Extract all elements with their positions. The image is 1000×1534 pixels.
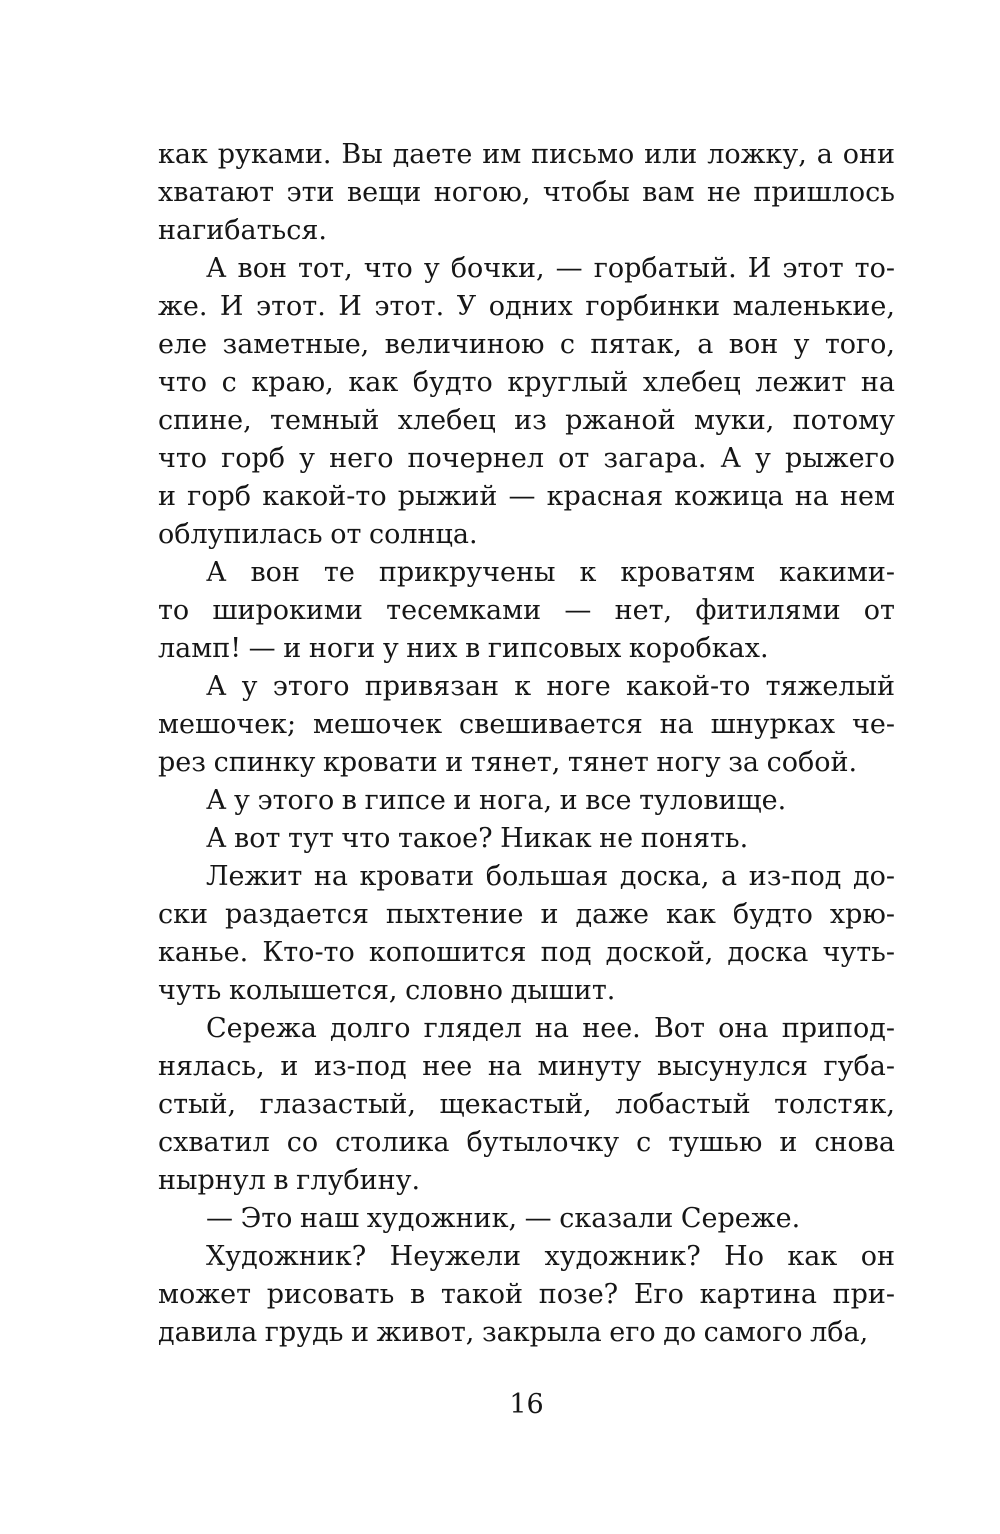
text-line: А вон тот, что у бочки, — горбатый. И этот то-	[206, 253, 895, 284]
text-line: А у этого в гипсе и нога, и все туловище.	[206, 785, 787, 816]
text-line: может рисовать в такой позе? Его картина при-	[158, 1279, 895, 1310]
text-line: то широкими тесемками — нет, фитилями от	[158, 595, 895, 626]
paragraph	[158, 1238, 895, 1352]
text-line: А вон те прикручены к кроватям какими-	[206, 557, 895, 588]
paragraph	[158, 1010, 895, 1200]
text-line: ламп! — и ноги у них в гипсовых коробках.	[158, 633, 769, 664]
text-line: Сережа долго глядел на нее. Вот она припод-	[206, 1013, 895, 1044]
text-line: А вот тут что такое? Никак не понять.	[206, 823, 749, 854]
text-line: — Это наш художник, — сказали Сереже.	[206, 1203, 801, 1234]
text-line: нялась, и из-под нее на минуту высунулся губа-	[158, 1051, 895, 1082]
text-line: что с краю, как будто круглый хлебец лежит на	[158, 367, 895, 398]
text-line: что горб у него почернел от загара. А у рыжего	[158, 443, 895, 474]
paragraph	[158, 250, 895, 554]
text-line: как руками. Вы даете им письмо или ложку, а они	[158, 139, 895, 170]
paragraph	[158, 668, 895, 782]
paragraph	[158, 554, 895, 668]
text-line: нырнул в глубину.	[158, 1165, 421, 1196]
text-line: стый, глазастый, щекастый, лобастый толстяк,	[158, 1089, 895, 1120]
text-line: ски раздается пыхтение и даже как будто хрю-	[158, 899, 895, 930]
text-line: канье. Кто-то копошится под доской, доска чуть-	[158, 937, 895, 968]
text-line: чуть колышется, словно дышит.	[158, 975, 616, 1006]
paragraph	[158, 136, 895, 250]
paragraph	[158, 1200, 895, 1238]
text-line: облупилась от солнца.	[158, 519, 478, 550]
paragraph	[158, 858, 895, 1010]
text-line: А у этого привязан к ноге какой-то тяжелый	[206, 671, 895, 702]
text-line: еле заметные, величиною с пятак, а вон у того,	[158, 329, 895, 360]
text-line: Художник? Неужели художник? Но как он	[206, 1241, 895, 1272]
text-line: давила грудь и живот, закрыла его до самого лба,	[158, 1317, 869, 1348]
text-line: же. И этот. И этот. У одних горбинки маленькие,	[158, 291, 895, 322]
paragraph	[158, 782, 895, 820]
paragraph	[158, 820, 895, 858]
text-line: Лежит на кровати большая доска, а из-под до-	[206, 861, 895, 892]
page-number: 16	[509, 1389, 544, 1420]
text-line: нагибаться.	[158, 215, 327, 246]
page-text	[158, 136, 895, 1352]
text-line: рез спинку кровати и тянет, тянет ногу за собой.	[158, 747, 858, 778]
text-line: схватил со столика бутылочку с тушью и снова	[158, 1127, 895, 1158]
text-line: хватают эти вещи ногою, чтобы вам не пришлось	[158, 177, 895, 208]
text-line: и горб какой-то рыжий — красная кожица на нем	[158, 481, 895, 512]
text-line: спине, темный хлебец из ржаной муки, потому	[158, 405, 895, 436]
text-line: мешочек; мешочек свешивается на шнурках че-	[158, 709, 895, 740]
